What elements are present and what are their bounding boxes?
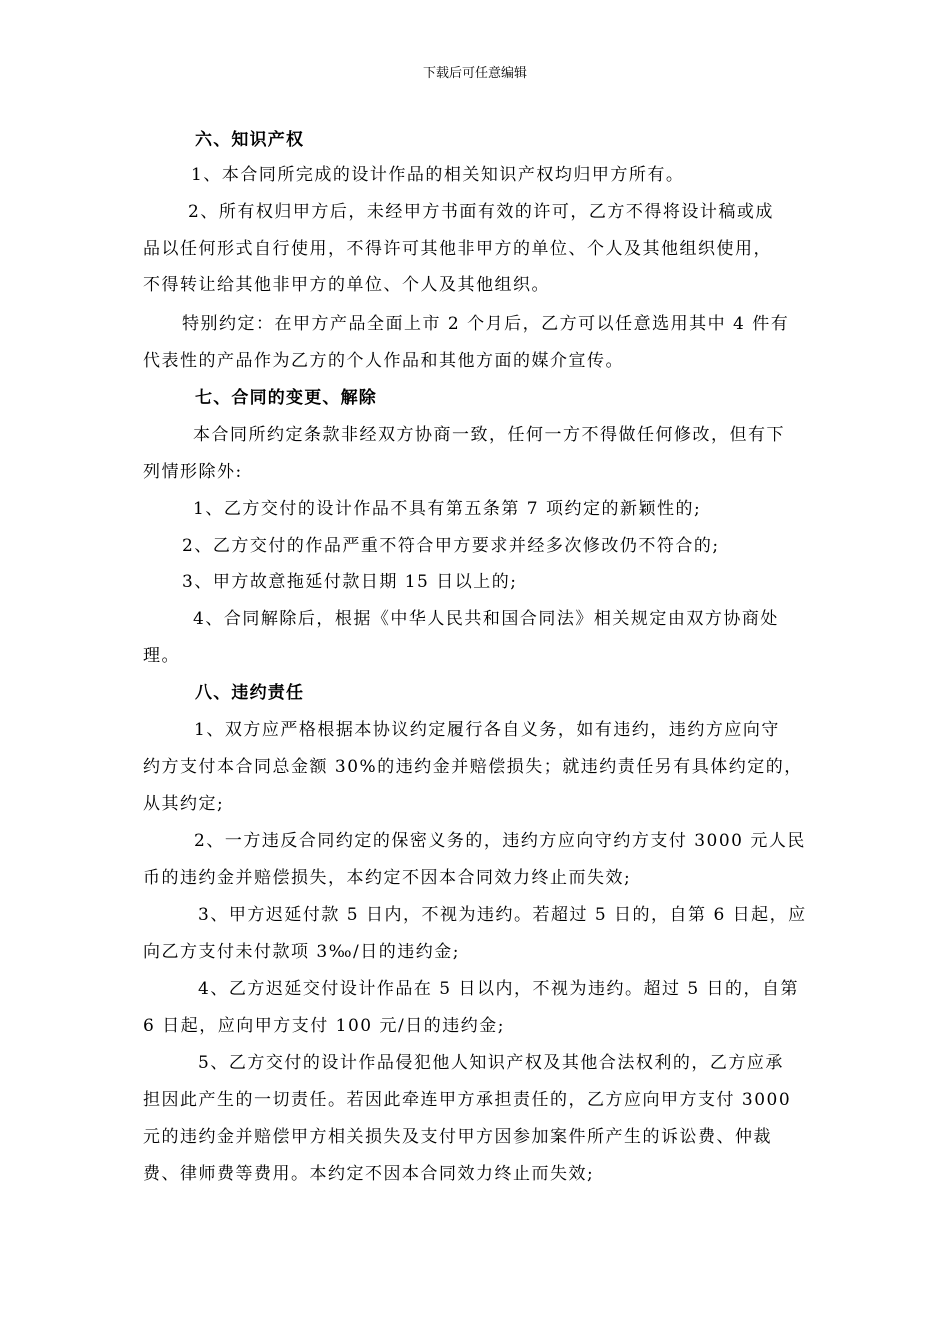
paragraph-line: 6 日起，应向甲方支付 100 元/日的违约金; bbox=[143, 1016, 505, 1036]
paragraph-line: 向乙方支付未付款项 3‰/日的违约金; bbox=[143, 942, 460, 962]
paragraph-line: 特别约定：在甲方产品全面上市 2 个月后，乙方可以任意选用其中 4 件有 bbox=[182, 314, 790, 334]
paragraph-line: 币的违约金并赔偿损失，本约定不因本合同效力终止而失效; bbox=[143, 868, 632, 888]
paragraph-line: 5、乙方交付的设计作品侵犯他人知识产权及其他合法权利的，乙方应承 bbox=[198, 1053, 784, 1073]
paragraph-line: 2、所有权归甲方后，未经甲方书面有效的许可，乙方不得将设计稿或成 bbox=[188, 202, 774, 222]
paragraph-line: 2、一方违反合同约定的保密义务的，违约方应向守约方支付 3000 元人民 bbox=[194, 831, 806, 851]
paragraph-line: 1、双方应严格根据本协议约定履行各自义务，如有违约，违约方应向守 bbox=[194, 720, 780, 740]
paragraph-line: 4、合同解除后，根据《中华人民共和国合同法》相关规定由双方协商处 bbox=[193, 609, 779, 629]
paragraph-line: 3、甲方迟延付款 5 日内，不视为违约。若超过 5 日的，自第 6 日起，应 bbox=[198, 905, 807, 925]
section-heading-intellectual-property: 六、知识产权 bbox=[195, 130, 305, 150]
paragraph-line: 品以任何形式自行使用，不得许可其他非甲方的单位、个人及其他组织使用， bbox=[143, 239, 772, 259]
paragraph-line: 3、甲方故意拖延付款日期 15 日以上的; bbox=[182, 572, 518, 592]
paragraph-line: 担因此产生的一切责任。若因此牵连甲方承担责任的，乙方应向甲方支付 3000 bbox=[143, 1090, 792, 1110]
section-heading-breach-liability: 八、违约责任 bbox=[195, 683, 305, 703]
paragraph-line: 列情形除外: bbox=[143, 462, 243, 482]
paragraph-line: 1、乙方交付的设计作品不具有第五条第 7 项约定的新颖性的; bbox=[193, 499, 702, 519]
page-header: 下载后可任意编辑 bbox=[422, 66, 527, 81]
paragraph-line: 本合同所约定条款非经双方协商一致，任何一方不得做任何修改，但有下 bbox=[193, 425, 785, 445]
paragraph-line: 费、律师费等费用。本约定不因本合同效力终止而失效; bbox=[143, 1164, 595, 1184]
paragraph-line: 4、乙方迟延交付设计作品在 5 日以内，不视为违约。超过 5 日的，自第 bbox=[198, 979, 800, 999]
paragraph-line: 约方支付本合同总金额 30%的违约金并赔偿损失；就违约责任另有具体约定的， bbox=[143, 757, 803, 777]
paragraph-line: 从其约定; bbox=[143, 794, 225, 814]
paragraph-line: 不得转让给其他非甲方的单位、个人及其他组织。 bbox=[143, 275, 550, 295]
paragraph-line: 理。 bbox=[143, 646, 180, 666]
paragraph-line: 代表性的产品作为乙方的个人作品和其他方面的媒介宣传。 bbox=[143, 351, 624, 371]
section-heading-contract-change: 七、合同的变更、解除 bbox=[195, 388, 377, 408]
paragraph-line: 1、本合同所完成的设计作品的相关知识产权均归甲方所有。 bbox=[191, 165, 685, 185]
paragraph-line: 2、乙方交付的作品严重不符合甲方要求并经多次修改仍不符合的; bbox=[182, 536, 720, 556]
paragraph-line: 元的违约金并赔偿甲方相关损失及支付甲方因参加案件所产生的诉讼费、仲裁 bbox=[143, 1127, 772, 1147]
